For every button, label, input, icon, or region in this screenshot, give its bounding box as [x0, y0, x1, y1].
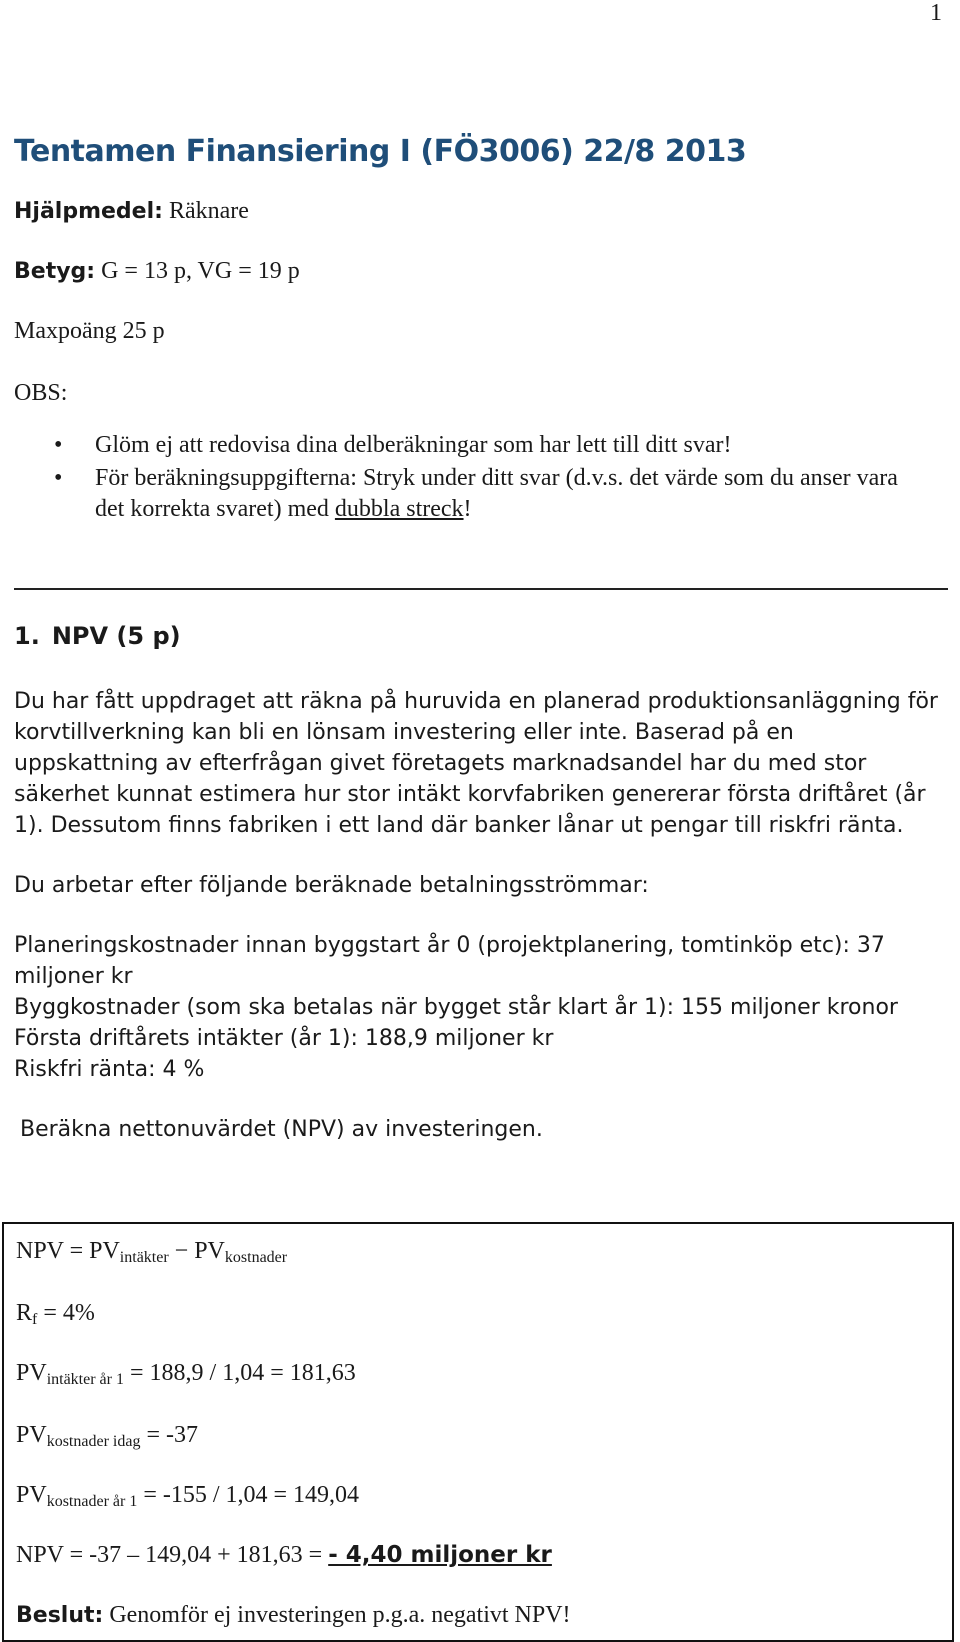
obs-item-text: Glöm ej att redovisa dina delberäkningar som har lett till ditt svar! — [95, 432, 732, 458]
npv-calculation: NPV = -37 – 149,04 + 181,63 = - 4,40 miljoner kr — [16, 1542, 552, 1568]
cashflow-item: Byggkostnader (som ska betalas när bygget står klart år 1): 155 miljoner kronor — [14, 995, 898, 1020]
obs-item-end: ! — [463, 496, 472, 522]
aids-value: Räknare — [162, 198, 249, 224]
npv-result: - 4,40 miljoner kr — [328, 1542, 552, 1568]
bullet-icon: • — [54, 465, 63, 491]
aids-label: Hjälpmedel: — [14, 199, 163, 224]
double-underline-text: dubbla streck — [334, 496, 464, 522]
cashflow-intro: Du arbetar efter följande beräknade betalningsströmmar: — [14, 873, 649, 898]
decision — [16, 1602, 571, 1629]
obs-item — [40, 430, 920, 461]
max-points: Maxpoäng 25 p — [14, 318, 165, 344]
cashflow-list — [14, 930, 944, 1085]
solution-box — [2, 1222, 954, 1642]
cashflow-item: Första driftårets intäkter (år 1): 188,9 miljoner kr — [14, 1026, 554, 1051]
grade-label: Betyg: — [14, 259, 96, 284]
obs-item — [40, 463, 920, 525]
pv-cost-year1: $PV_{kostnader år 1} = -155 / 1,04 = 149,04$ — [16, 1482, 360, 1510]
pv-revenue: $PV_{intäkter år 1} = 188,9 / 1,04 = 181,63$ — [16, 1360, 356, 1388]
pv-cost-today: $PV_{kostnader idag} = -37$ — [16, 1422, 198, 1450]
npv-definition: NPV = $PV_{intäkter} - PV_{kostnader}$ — [16, 1238, 288, 1266]
decision-label: Beslut: — [16, 1603, 104, 1628]
obs-list — [40, 430, 920, 527]
decision-value: Genomför ej investeringen p.g.a. negativt NPV! — [103, 1602, 571, 1628]
obs-item-text: För beräkningsuppgifterna: Stryk under ditt svar (d.v.s. det värde som du anser vara det korrekta svaret) med — [95, 465, 898, 522]
section-divider — [14, 588, 948, 590]
grade-line — [14, 258, 300, 285]
bullet-icon: • — [54, 432, 63, 458]
question-title: NPV (5 p) — [51, 622, 181, 650]
cashflow-item: Planeringskostnader innan byggstart år 0 (projektplanering, tomtinköp etc): 37 miljoner kr — [14, 933, 885, 989]
cashflow-item: Riskfri ränta: 4 % — [14, 1057, 205, 1082]
exam-title: Tentamen Finansiering I (FÖ3006) 22/8 2013 — [14, 134, 747, 169]
obs-label: OBS: — [14, 380, 68, 406]
aids-line — [14, 198, 249, 225]
riskfree-rate: $R_f = 4\%$ — [16, 1300, 95, 1328]
question-intro: Du har fått uppdraget att räkna på huruvida en planerad produktionsanläggning för korvtillverkning kan bli en lönsam investering eller inte. Baserad på en uppskattning av efterfrågan givet företagets marknadsandel har du med stor säkerhet kunnat estimera hur stor intäkt korvfabriken genererar första driftåret (år 1). Dessutom finns fabriken i ett land där banker lånar ut pengar till riskfri ränta. — [14, 689, 938, 838]
question-number: 1. — [14, 622, 40, 650]
question-heading — [14, 622, 181, 650]
task-text: Beräkna nettonuvärdet (NPV) av investeringen. — [20, 1117, 543, 1142]
page-number: 1 — [930, 0, 942, 26]
grade-value: G = 13 p, VG = 19 p — [95, 258, 300, 284]
